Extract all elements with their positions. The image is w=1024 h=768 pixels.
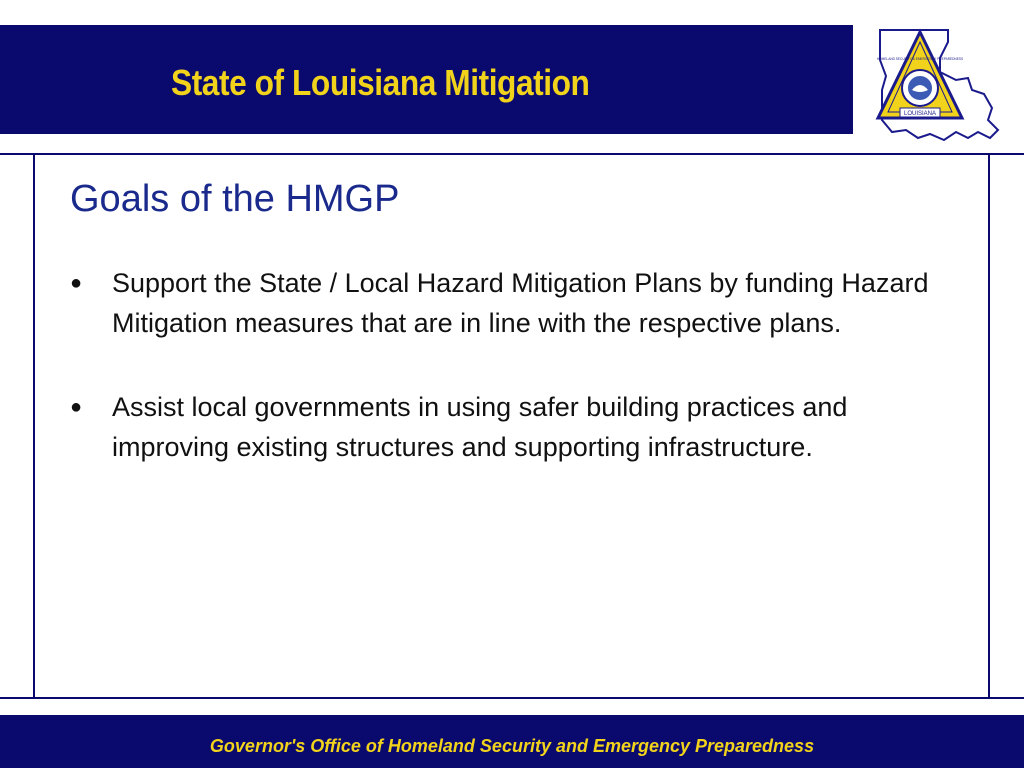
right-border-line [988,153,990,699]
footer-text: Governor's Office of Homeland Security and Emergency Preparedness [209,736,815,756]
logo-state-label: LOUISIANA [903,111,937,117]
left-border-line [33,153,35,699]
logo-graphic [860,20,1010,150]
bullet-dot-icon: ● [70,272,83,294]
top-rule [0,153,1024,155]
slide-title: Goals of the HMGP [70,178,400,220]
header-title: State of Louisiana Mitigation [171,62,590,103]
bullet-text: Support the State / Local Hazard Mitigation Plans by funding Hazard Mitigation measures that are in line with the respective plans. [112,268,929,338]
bottom-rule [0,697,1024,699]
bullet-dot-icon: ● [70,396,83,418]
logo-ring-text: HOMELAND SECURITY & EMERGENCY PREPAREDNESS [876,57,964,61]
bullet-item [70,263,950,343]
bullet-list [70,263,950,511]
louisiana-seal-logo [860,20,1010,150]
bullet-text: Assist local governments in using safer building practices and improving existing structures and supporting infrastructure. [112,392,848,462]
bullet-item [70,387,950,467]
